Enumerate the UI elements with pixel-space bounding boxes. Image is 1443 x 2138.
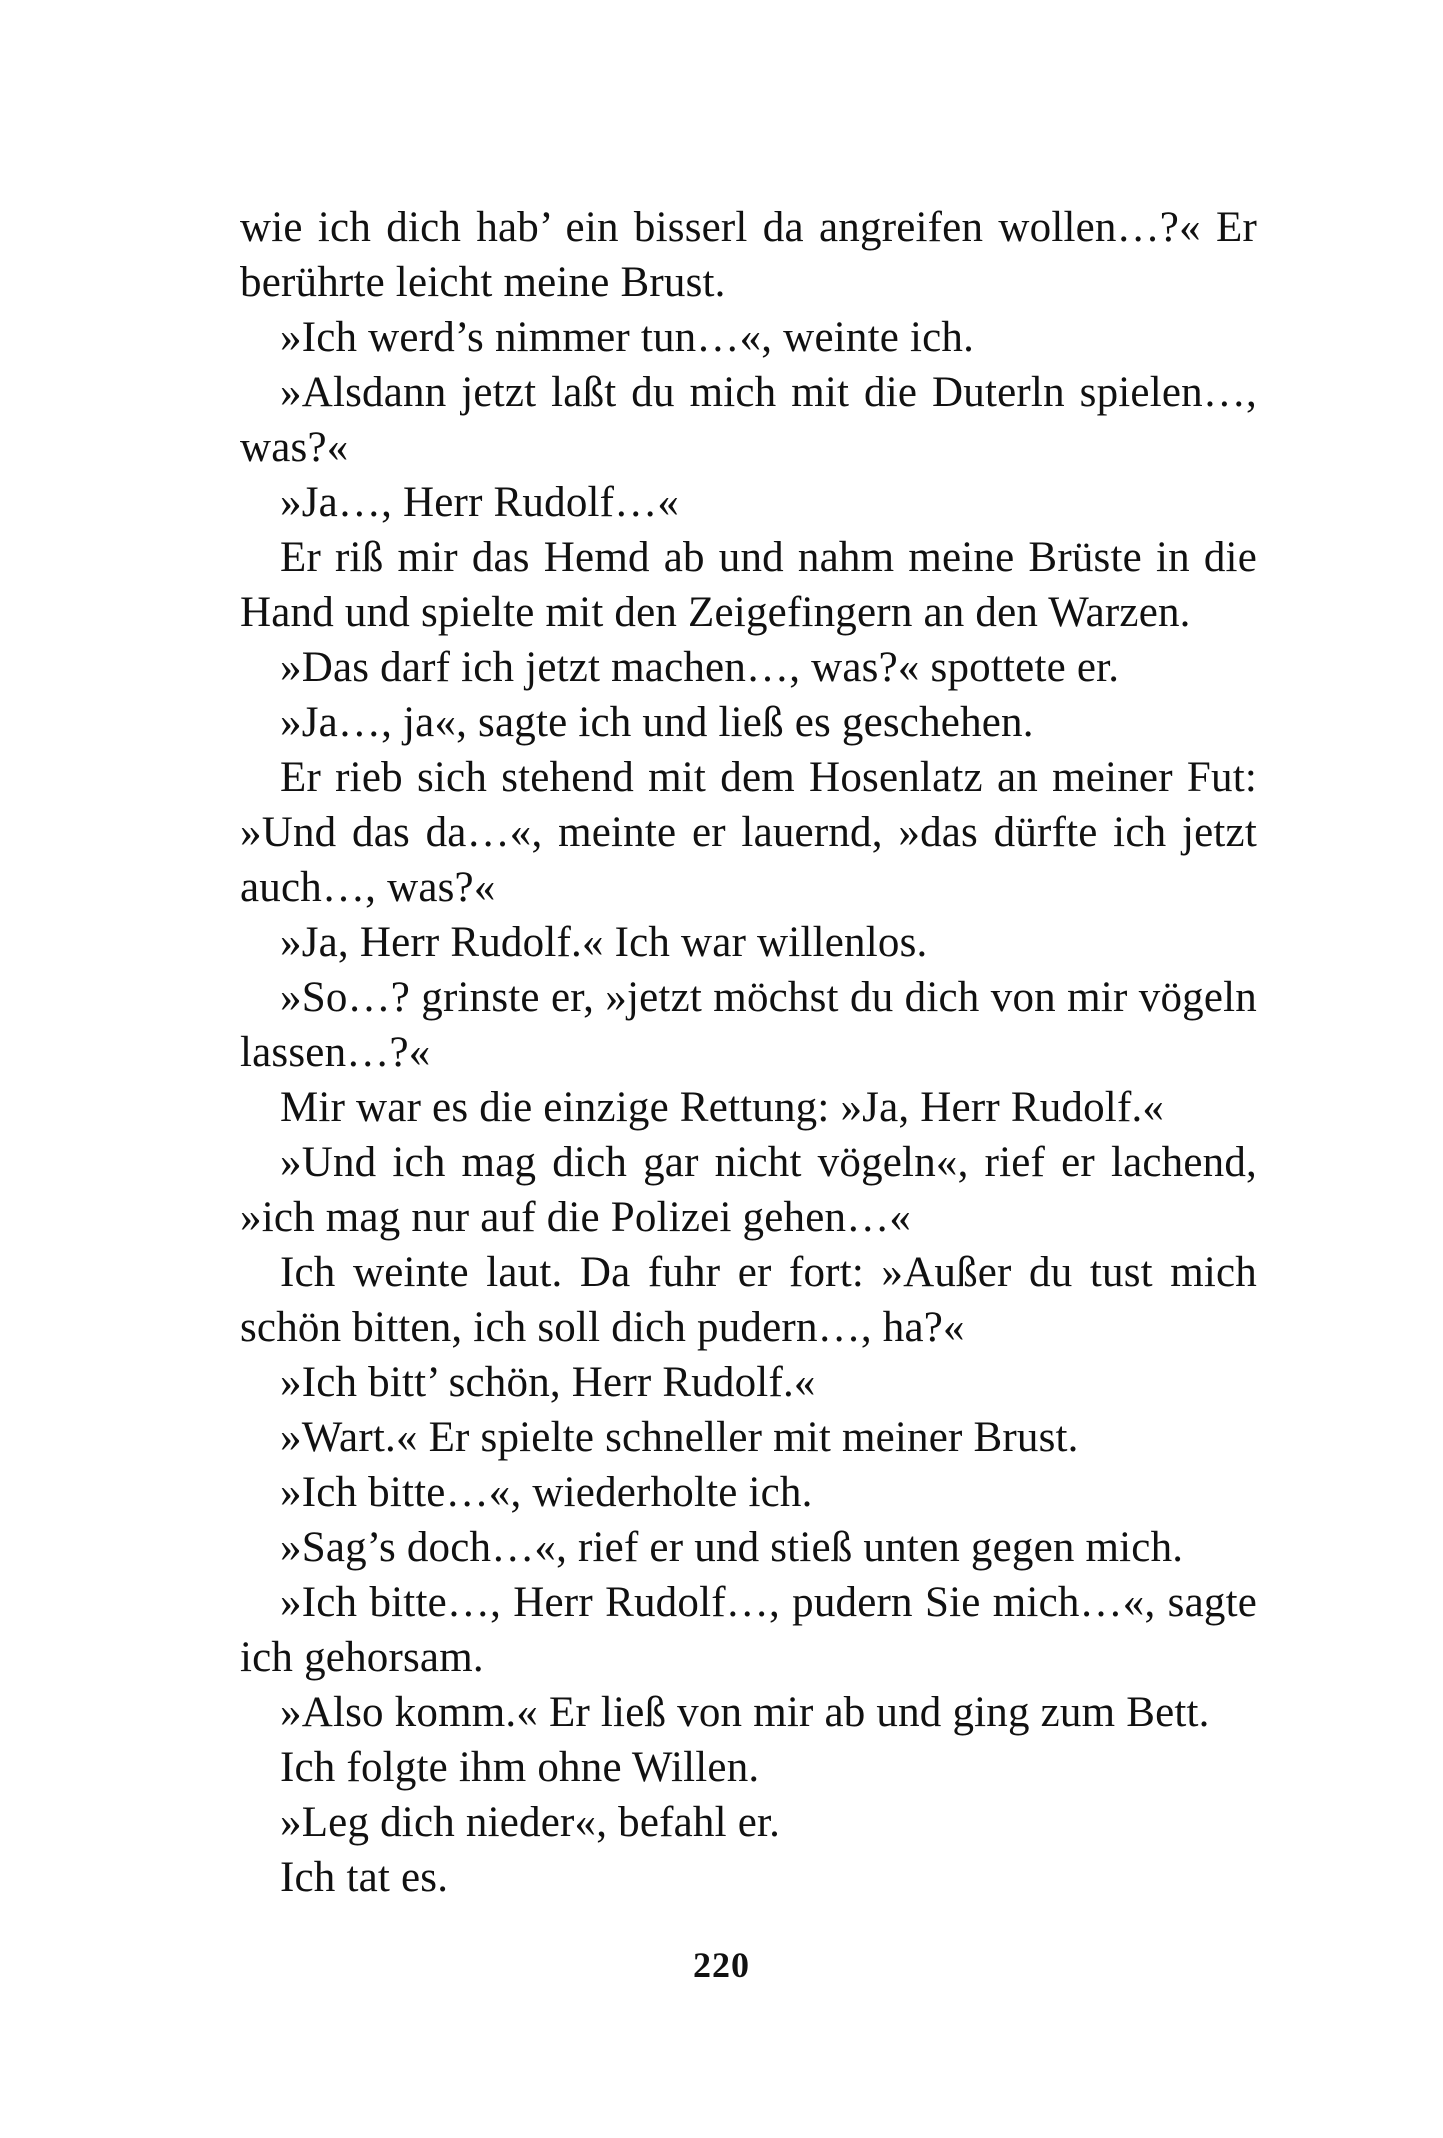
paragraph: »Sag’s doch…«, rief er und stieß unten gegen mich. <box>280 1524 1184 1571</box>
paragraph: Er rieb sich stehend mit dem Hosenlatz an meiner Fut: »Und das da…«, meinte er lauernd, »das dürfte ich jetzt auch…, was?« <box>240 754 1257 911</box>
paragraph: »Und ich mag dich gar nicht vögeln«, rief er lachend, »ich mag nur auf die Polizei gehen…« <box>240 1139 1257 1241</box>
paragraph: Ich folgte ihm ohne Willen. <box>280 1744 760 1791</box>
paragraph: »Das darf ich jetzt machen…, was?« spottete er. <box>280 644 1120 691</box>
page-number: 220 <box>693 1945 750 1985</box>
paragraph: »Ja, Herr Rudolf.« Ich war willenlos. <box>280 919 928 966</box>
body-text <box>240 200 1257 1905</box>
paragraph: »Ich bitte…, Herr Rudolf…, pudern Sie mich…«, sagte ich gehorsam. <box>240 1579 1257 1681</box>
paragraph: Er riß mir das Hemd ab und nahm meine Brüste in die Hand und spielte mit den Zeigefingern an den Warzen. <box>240 534 1257 636</box>
paragraph: »Ich werd’s nimmer tun…«, weinte ich. <box>280 314 975 361</box>
paragraph: »Alsdann jetzt laßt du mich mit die Duterln spielen…, was?« <box>240 369 1257 471</box>
paragraph: Mir war es die einzige Rettung: »Ja, Herr Rudolf.« <box>280 1084 1165 1131</box>
paragraph: »Leg dich nieder«, befahl er. <box>280 1799 781 1846</box>
paragraph: »Ja…, ja«, sagte ich und ließ es geschehen. <box>280 699 1034 746</box>
paragraph: »Also komm.« Er ließ von mir ab und ging zum Bett. <box>280 1689 1210 1736</box>
paragraph: »So…? grinste er, »jetzt möchst du dich von mir vögeln lassen…?« <box>240 974 1257 1076</box>
paragraph: wie ich dich hab’ ein bisserl da angreifen wollen…?« Er berührte leicht meine Brust. <box>240 204 1257 306</box>
paragraph: »Ich bitte…«, wiederholte ich. <box>280 1469 813 1516</box>
paragraph: »Wart.« Er spielte schneller mit meiner Brust. <box>280 1414 1079 1461</box>
paragraph: »Ich bitt’ schön, Herr Rudolf.« <box>280 1359 816 1406</box>
paragraph: Ich tat es. <box>280 1854 449 1901</box>
paragraph: »Ja…, Herr Rudolf…« <box>280 479 680 526</box>
paragraph: Ich weinte laut. Da fuhr er fort: »Außer du tust mich schön bitten, ich soll dich pudern…, ha?« <box>240 1249 1257 1351</box>
